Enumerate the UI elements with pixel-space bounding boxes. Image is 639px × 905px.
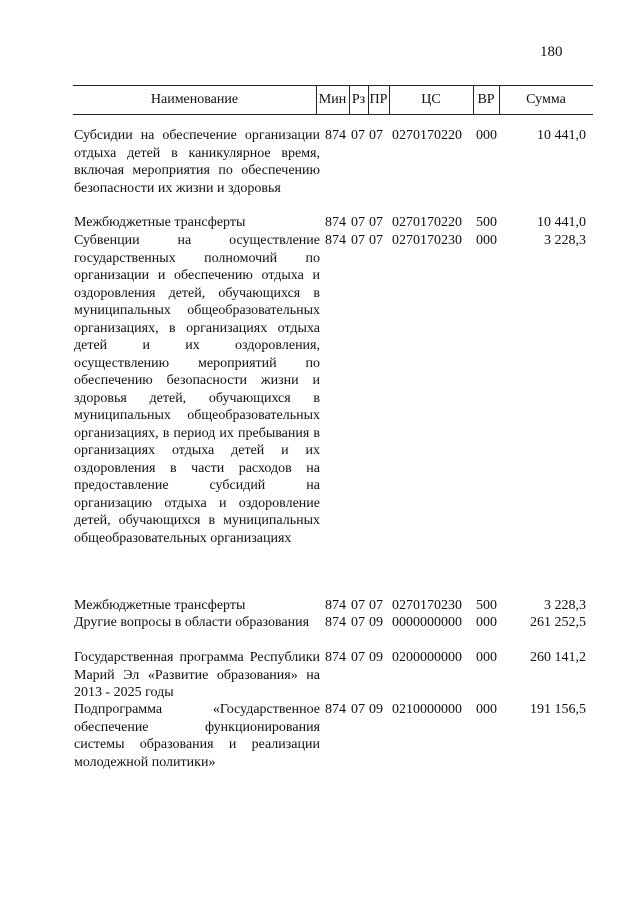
page-number: 180	[540, 44, 563, 60]
row-vr: 500	[476, 598, 497, 613]
row-rz: 07	[351, 233, 365, 248]
row-pr: 09	[369, 615, 383, 630]
header-divider	[316, 86, 317, 114]
header-pr: ПР	[369, 92, 388, 107]
header-divider	[389, 86, 390, 114]
header-sum: Сумма	[526, 92, 566, 107]
row-name: Межбюджетные трансферты	[74, 598, 246, 613]
row-cs: 0200000000	[392, 650, 462, 665]
row-cs: 0000000000	[392, 615, 462, 630]
row-pr: 07	[369, 233, 383, 248]
row-vr: 500	[476, 215, 497, 230]
header-rz: Рз	[351, 92, 366, 107]
row-name: Другие вопросы в области образования	[74, 615, 310, 630]
row-vr: 000	[476, 128, 497, 143]
row-cs: 0270170220	[392, 215, 462, 230]
header-divider	[368, 86, 369, 114]
row-name: Подпрограмма «Государственное обеспечение функционирования системы образования и реализации молодежной политики»	[74, 702, 320, 770]
row-rz: 07	[351, 615, 365, 630]
row-name: Субвенции на осуществление государственных полномочий по организации и обеспечению отдыха и оздоровления детей, обучающихся в муниципальных общеобразовательных организациях, в организациях отдыха детей и их оздоровления, осуществлению мероприятий по обеспечению безопасности жизни и здоровья детей, обучающихся в муниципальных общеобразовательных организациях, в период их пребывания в организациях отдыха детей и их оздоровления в части расходов на предоставление субсидий на организацию отдыха и оздоровление детей, обучающихся в муниципальных общеобразовательных организациях	[74, 233, 320, 546]
header-divider	[349, 86, 350, 114]
row-min: 874	[325, 615, 346, 630]
row-name: Субсидии на обеспечение организации отдыха детей в каникулярное время, включая мероприятия по обеспечению безопасности их жизни и здоровья	[74, 128, 320, 196]
row-sum: 3 228,3	[544, 598, 586, 613]
row-rz: 07	[351, 215, 365, 230]
header-divider	[499, 86, 500, 114]
row-pr: 09	[369, 650, 383, 665]
row-cs: 0270170230	[392, 598, 462, 613]
row-min: 874	[325, 702, 346, 717]
row-vr: 000	[476, 702, 497, 717]
header-divider	[473, 86, 474, 114]
row-pr: 07	[369, 128, 383, 143]
row-vr: 000	[476, 233, 497, 248]
row-cs: 0270170220	[392, 128, 462, 143]
row-vr: 000	[476, 615, 497, 630]
row-name: Государственная программа Республики Марий Эл «Развитие образования» на 2013 - 2025 годы	[74, 650, 320, 700]
row-vr: 000	[476, 650, 497, 665]
row-sum: 10 441,0	[537, 128, 586, 143]
table-header	[73, 85, 593, 115]
row-cs: 0270170230	[392, 233, 462, 248]
row-sum: 191 156,5	[530, 702, 586, 717]
row-min: 874	[325, 233, 346, 248]
row-name: Межбюджетные трансферты	[74, 215, 246, 230]
row-rz: 07	[351, 702, 365, 717]
row-min: 874	[325, 598, 346, 613]
header-name: Наименование	[150, 92, 239, 107]
header-vr: ВР	[477, 92, 495, 107]
row-rz: 07	[351, 650, 365, 665]
row-pr: 07	[369, 215, 383, 230]
row-cs: 0210000000	[392, 702, 462, 717]
row-sum: 3 228,3	[544, 233, 586, 248]
row-rz: 07	[351, 128, 365, 143]
row-sum: 10 441,0	[537, 215, 586, 230]
header-min: Мин	[318, 92, 347, 107]
row-min: 874	[325, 650, 346, 665]
row-sum: 261 252,5	[530, 615, 586, 630]
row-rz: 07	[351, 598, 365, 613]
row-pr: 07	[369, 598, 383, 613]
row-sum: 260 141,2	[530, 650, 586, 665]
header-cs: ЦС	[421, 92, 441, 107]
row-min: 874	[325, 128, 346, 143]
row-pr: 09	[369, 702, 383, 717]
row-min: 874	[325, 215, 346, 230]
